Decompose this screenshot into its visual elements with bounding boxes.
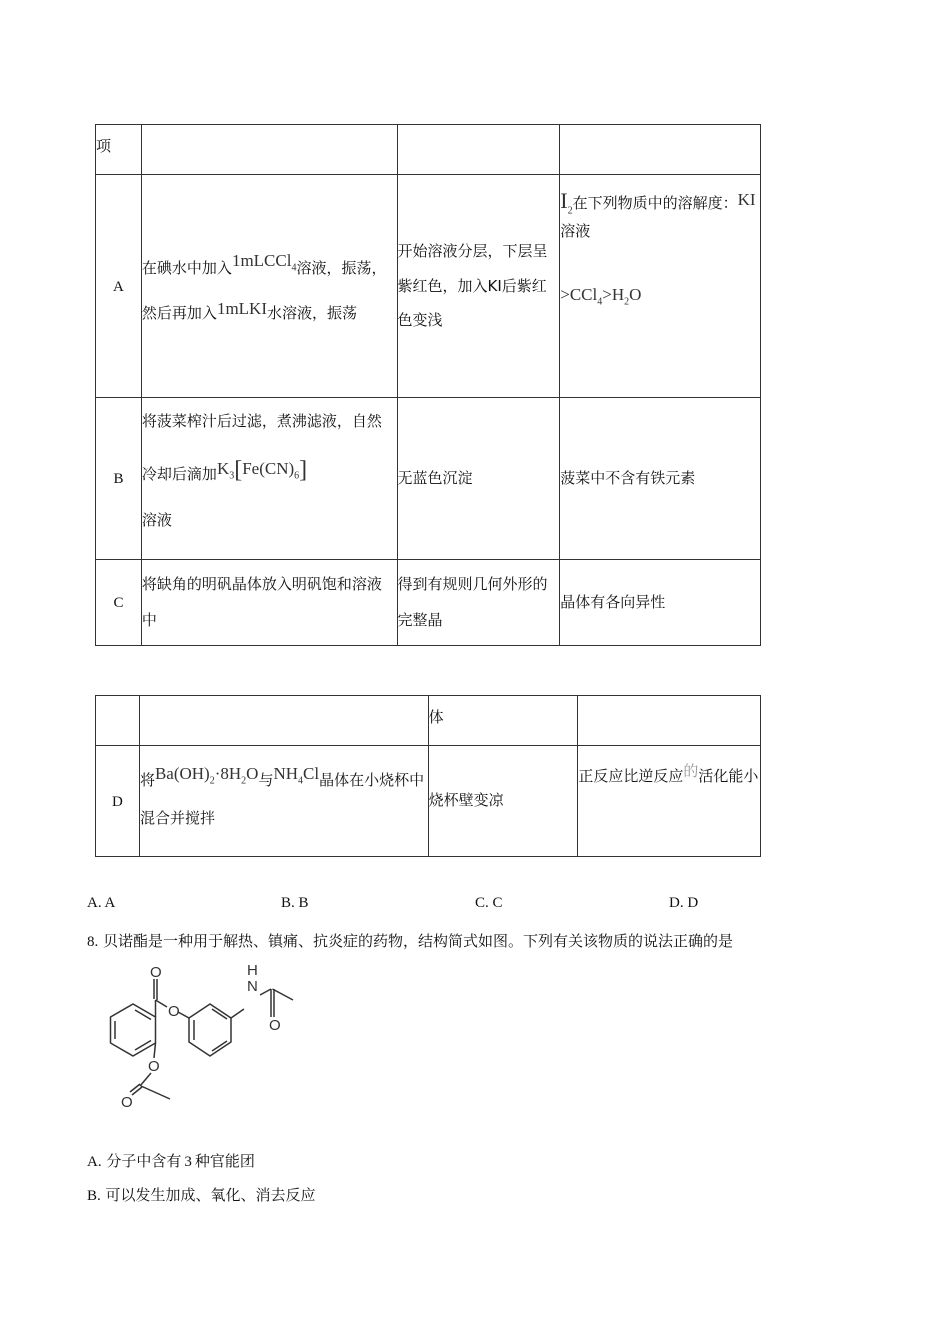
header-conclusion <box>560 125 761 175</box>
option-c[interactable]: C. C <box>475 895 503 911</box>
conclusion-cell: $I_2$在下列物质中的溶解度：KI溶液 $>CCl_4>H_2O$ <box>560 175 761 398</box>
option-b[interactable]: B. B <box>281 895 309 911</box>
formula: $>CCl_4>H_2O$ <box>560 285 642 308</box>
atom-label: O <box>148 1058 160 1075</box>
atom-label: N <box>247 978 258 995</box>
experiment-table-1 <box>95 124 761 646</box>
formula: $Ba(OH)_2\cdot 8H_2O$ <box>154 764 259 787</box>
formula: 1mLCCl$_4$ <box>231 251 297 274</box>
question-8-option-a[interactable]: A. 分子中含有 3 种官能团 <box>87 1152 255 1170</box>
option-d[interactable]: D. D <box>669 895 699 911</box>
operation-cell: 将菠菜榨汁后过滤，煮沸滤液，自然冷却后滴加$K_3[Fe(CN)_6]$ 溶液 <box>141 398 397 560</box>
atom-label: H <box>247 962 258 979</box>
header-phenomenon: 体 <box>428 708 444 726</box>
experiment-table-2 <box>95 695 761 857</box>
formula: KI <box>737 190 756 209</box>
row-label: D <box>112 793 123 810</box>
operation-cell: 将缺角的明矾晶体放入明矾饱和溶液中 <box>141 560 397 646</box>
benzene-ring <box>189 1004 231 1056</box>
formula: $NH_4Cl$ <box>273 764 320 787</box>
table-row-d <box>96 746 761 857</box>
phenomenon-cell: 开始溶液分层，下层呈紫红色，加入KI后紫红色变浅 <box>397 175 560 398</box>
row-label: A <box>113 278 124 295</box>
option-a[interactable]: A. A <box>87 895 116 911</box>
table-header-row <box>96 125 761 175</box>
conclusion-cell: 晶体有各向异性 <box>560 560 761 646</box>
question-8-stem: 8. 贝诺酯是一种用于解热、镇痛、抗炎症的药物，结构简式如图。下列有关该物质的说法正确的是 <box>87 932 734 950</box>
conclusion-cell: 菠菜中不含有铁元素 <box>560 398 761 560</box>
table-row-a <box>96 175 761 398</box>
atom-label: O <box>121 1094 133 1111</box>
phenomenon-cell: 得到有规则几何外形的完整晶 <box>397 560 560 646</box>
question-8-option-b[interactable]: B. 可以发生加成、氧化、消去反应 <box>87 1186 316 1204</box>
table-row-c <box>96 560 761 646</box>
phenomenon-cell: 无蓝色沉淀 <box>397 398 560 560</box>
header-operation <box>141 125 397 175</box>
atom-label: O <box>269 1017 281 1034</box>
row-label: C <box>113 595 124 611</box>
atom-label: O <box>150 964 162 981</box>
benzene-ring <box>111 1004 156 1056</box>
row-label: B <box>113 471 124 487</box>
formula: 1mLKI <box>216 298 267 318</box>
table-row-b <box>96 398 761 560</box>
formula: $I_2$ <box>560 188 573 217</box>
operation-cell: 将$Ba(OH)_2\cdot 8H_2O$与$NH_4Cl$晶体在小烧杯中混合并搅拌 <box>139 746 428 857</box>
header-label: 项 <box>96 137 112 155</box>
phenomenon-cell: 烧杯壁变凉 <box>428 746 578 857</box>
operation-cell: 在碘水中加入1mLCCl$_4$溶液，振荡，然后再加入1mLKI水溶液，振荡 <box>141 175 397 398</box>
formula: $K_3[Fe(CN)_6]$ <box>216 457 308 484</box>
conclusion-cell: 正反应比逆反应的活化能小 <box>578 746 761 857</box>
benorilate-structure <box>88 962 318 1112</box>
atom-label: O <box>168 1003 180 1020</box>
table-header-row <box>96 696 761 746</box>
header-phenomenon <box>397 125 560 175</box>
